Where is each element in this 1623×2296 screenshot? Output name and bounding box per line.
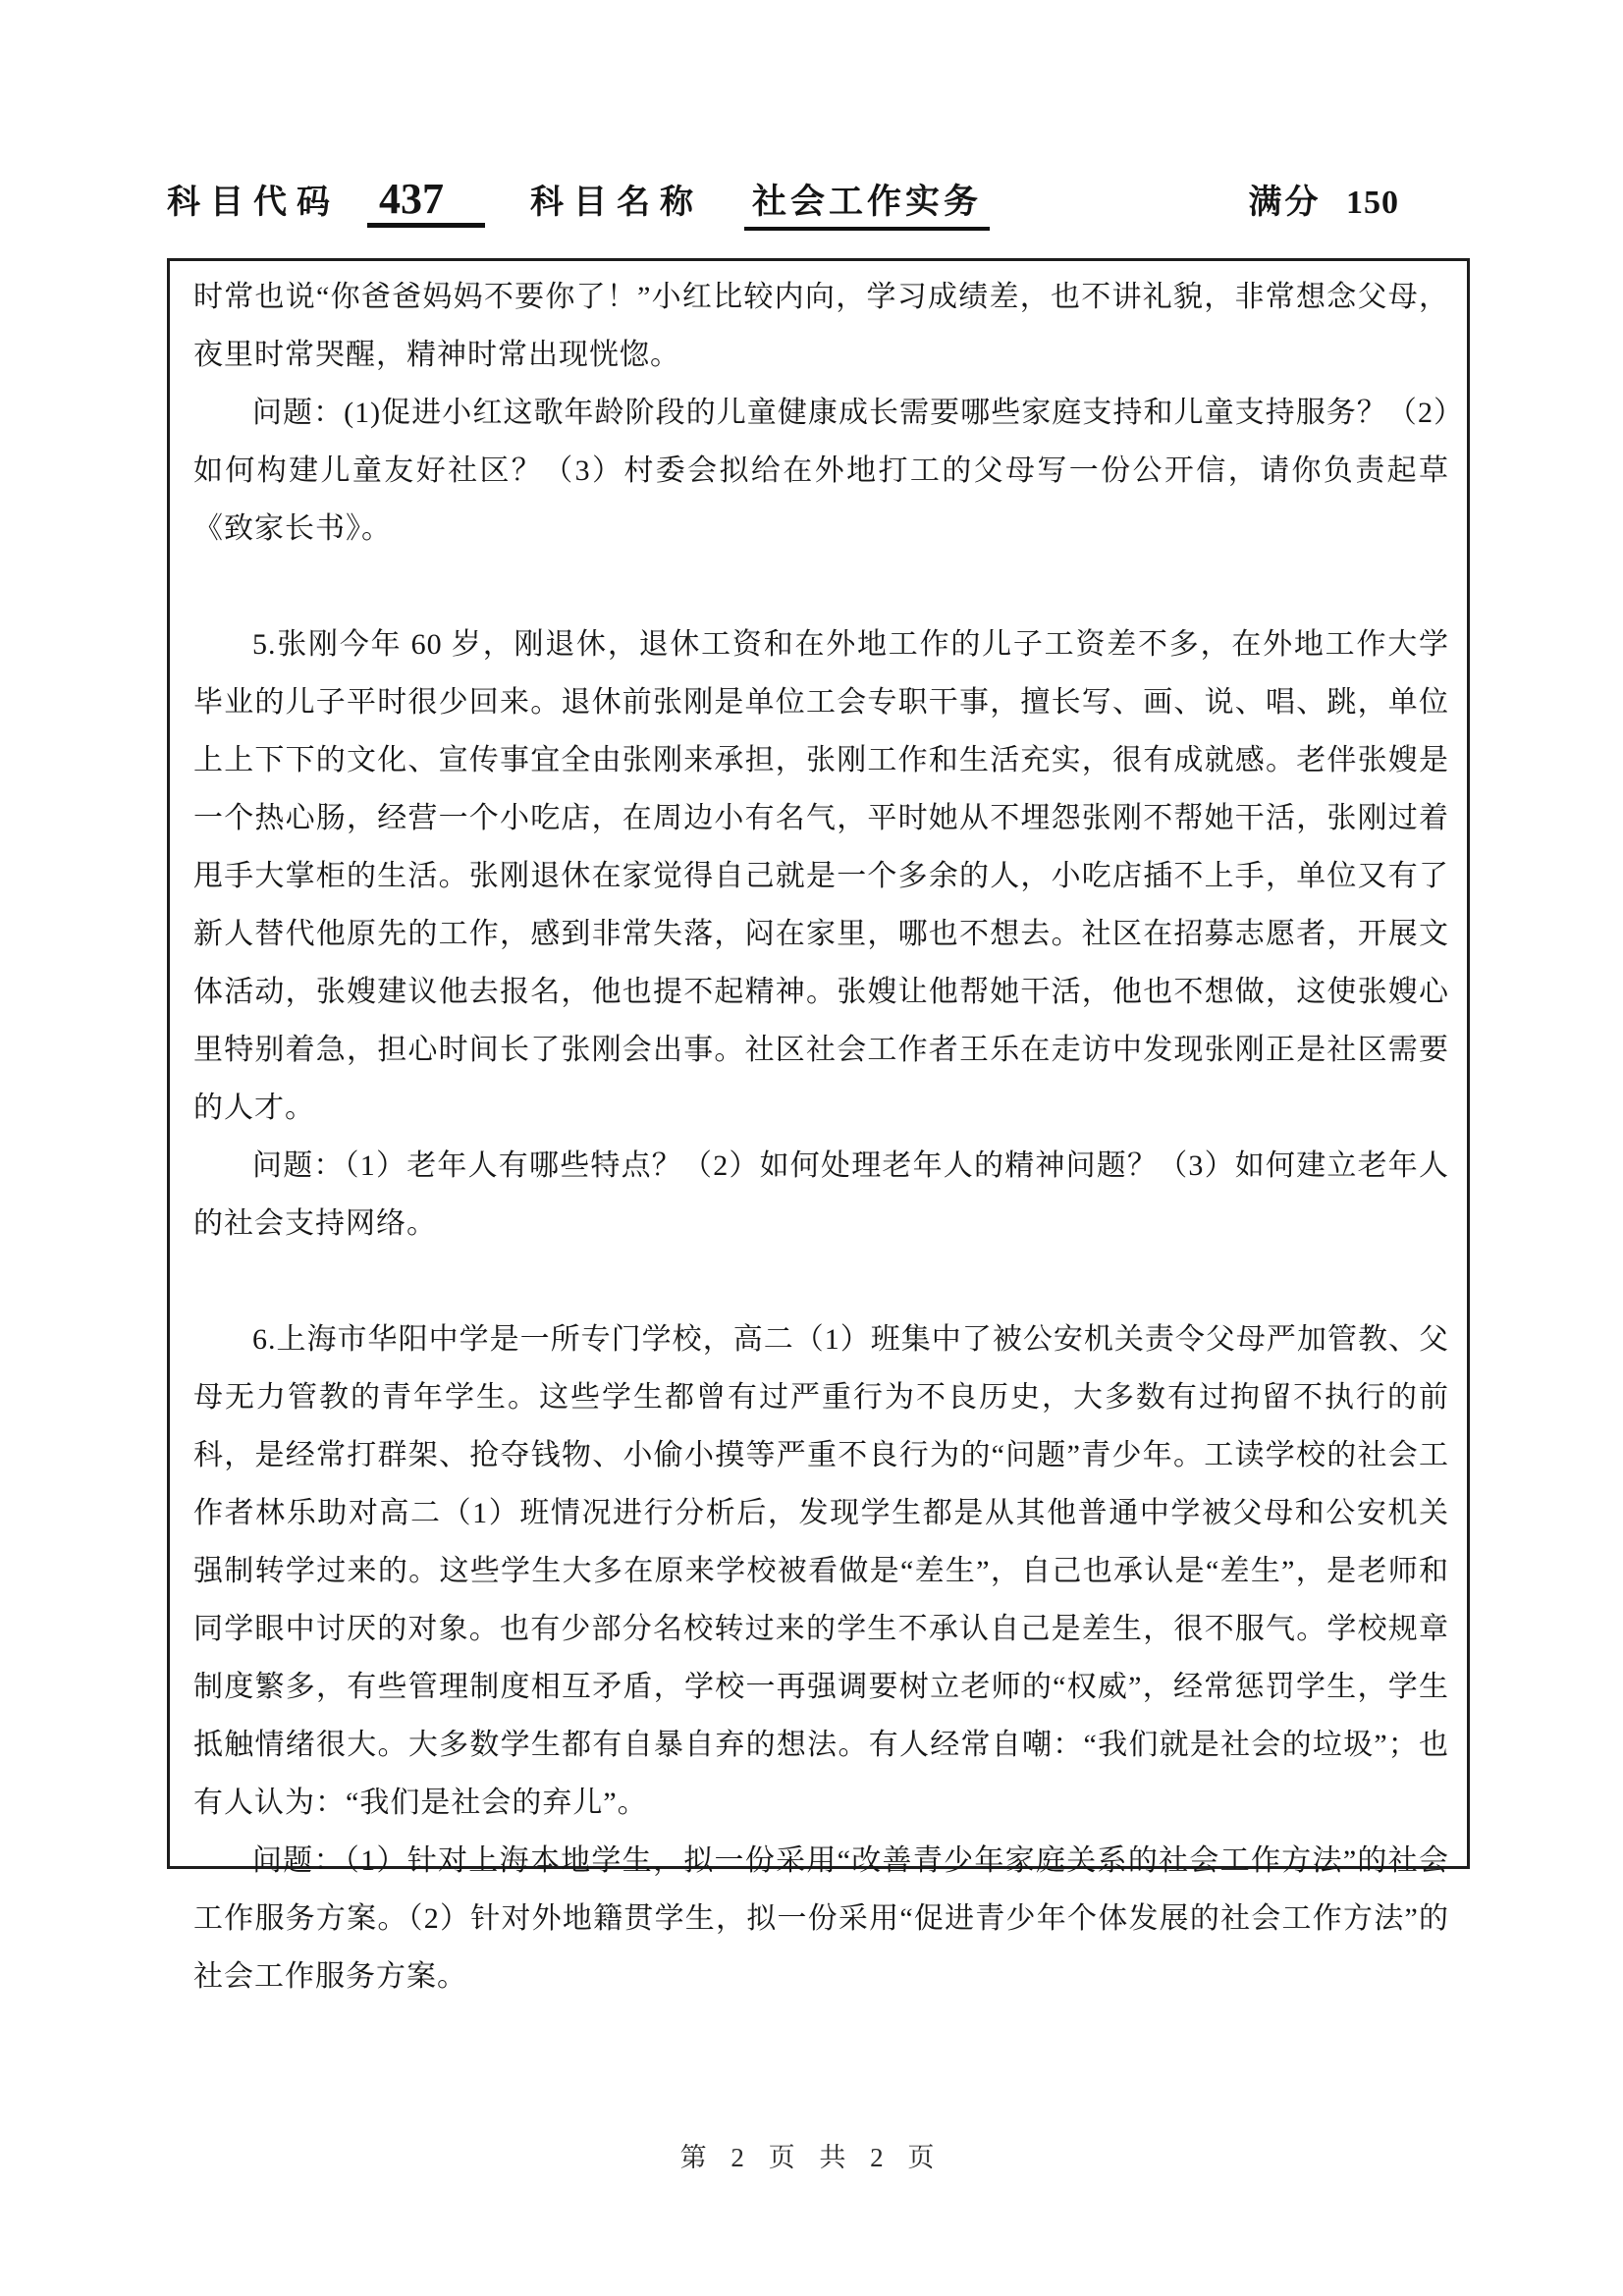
paragraph-case5-description: 5.张刚今年 60 岁，刚退休，退休工资和在外地工作的儿子工资差不多，在外地工作大学毕业的儿子平时很少回来。退休前张刚是单位工会专职干事，擅长写、画、说、唱、跳，单位上上下下的文化、宣传事宜全由张刚来承担，张刚工作和生活充实，很有成就感。老伴张嫂是一个热心肠，经营一个小吃店，在周边小有名气，平时她从不埋怨张刚不帮她干活，张刚过着甩手大掌柜的生活。张刚退休在家觉得自己就是一个多余的人，小吃店插不上手，单位又有了新人替代他原先的工作，感到非常失落，闷在家里，哪也不想去。社区在招募志愿者，开展文体活动，张嫂建议他去报名，他也提不起精神。张嫂让他帮她干活，他也不想做，这使张嫂心里特别着急，担心时间长了张刚会出事。社区社会工作者王乐在走访中发现张刚正是社区需要的人才。 [193,628,1449,1124]
full-score-label: 满分 [1248,185,1322,221]
full-score-value: 150 [1346,185,1399,221]
full-score [1249,175,1471,223]
page-header [167,175,1470,231]
page-footer [0,2136,1623,2174]
subject-name-label: 科目名称 [530,185,703,221]
paragraph-case4-continuation: 时常也说“你爸爸妈妈不要你了！”小红比较内向，学习成绩差，也不讲礼貌，非常想念父母，夜里时常哭醒，精神时常出现恍惚。 [193,281,1449,371]
page-number-indicator: 第 2 页 共 2 页 [679,2143,944,2172]
question-content-box [167,258,1470,1993]
paragraph-case6-questions: 问题：（1）针对上海本地学生，拟一份采用“改善青少年家庭关系的社会工作方法”的社会工作服务方案。（2）针对外地籍贯学生，拟一份采用“促进青少年个体发展的社会工作方法”的社会工作服务方案。 [193,1844,1449,1993]
subject-code-label: 科目代码 [167,185,340,221]
paragraph-case5-questions: 问题：（1）老年人有哪些特点？（2）如何处理老年人的精神问题？（3）如何建立老年人的社会支持网络。 [193,1149,1449,1240]
subject-name-value: 社会工作实务 [744,175,990,231]
subject-code-value: 437 [367,178,485,228]
paragraph-case6-description: 6.上海市华阳中学是一所专门学校，高二（1）班集中了被公安机关责令父母严加管教、父母无力管教的青年学生。这些学生都曾有过严重行为不良历史，大多数有过拘留不执行的前科，是经常打群架、抢夺钱物、小偷小摸等严重不良行为的“问题”青少年。工读学校的社会工作者林乐助对高二（1）班情况进行分析后，发现学生都是从其他普通中学被父母和公安机关强制转学过来的。这些学生大多在原来学校被看做是“差生”，自己也承认是“差生”，是老师和同学眼中讨厌的对象。也有少部分名校转过来的学生不承认自己是差生，很不服气。学校规章制度繁多，有些管理制度相互矛盾，学校一再强调要树立老师的“权威”，经常惩罚学生，学生抵触情绪很大。大多数学生都有自暴自弃的想法。有人经常自嘲：“我们就是社会的垃圾”；也有人认为：“我们是社会的弃儿”。 [193,1323,1449,1819]
paragraph-case4-questions: 问题：(1)促进小红这歌年龄阶段的儿童健康成长需要哪些家庭支持和儿童支持服务？（2）如何构建儿童友好社区？（3）村委会拟给在外地打工的父母写一份公开信，请你负责起草《致家长书》。 [193,397,1449,545]
